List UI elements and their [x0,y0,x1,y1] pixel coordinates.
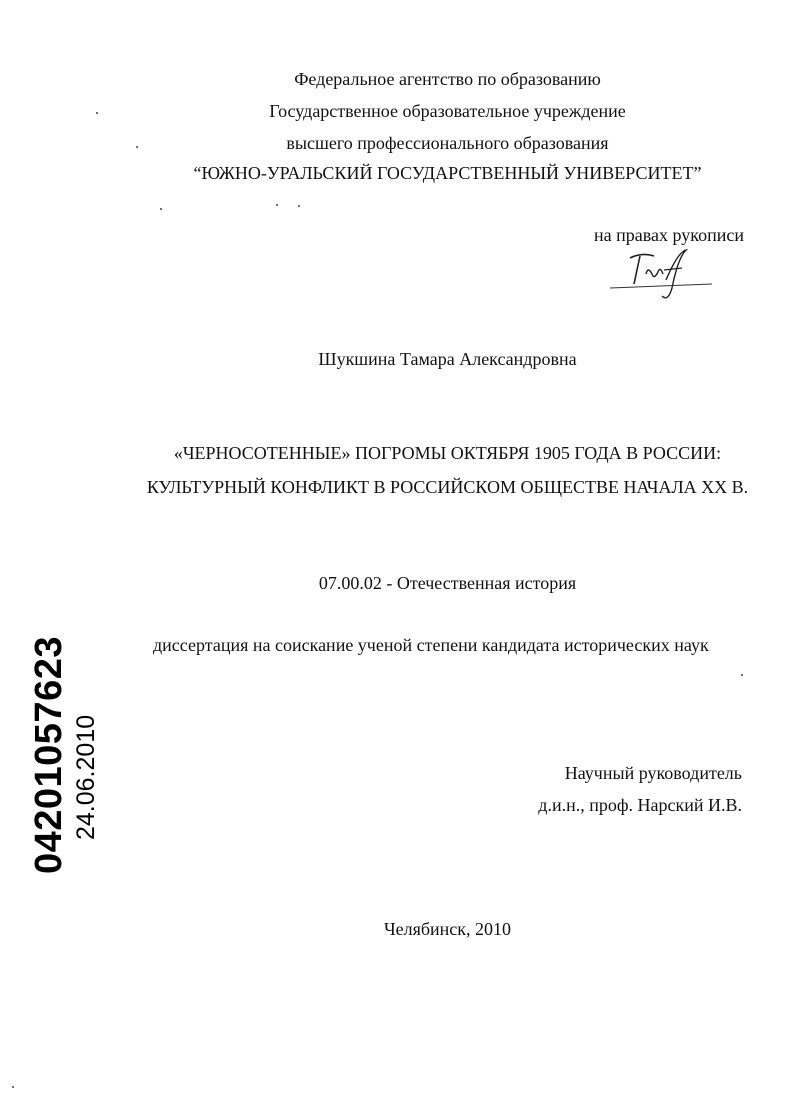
specialty-line: 07.00.02 - Отечественная история [318,573,577,593]
supervisor-name: д.и.н., проф. Нарский И.В. [538,795,742,815]
library-stamp-date: 24.06.2010 [72,714,100,840]
place-year: Челябинск, 2010 [383,919,512,939]
scan-speck [136,146,138,148]
scan-speck [298,205,300,207]
dissertation-title-line-2: КУЛЬТУРНЫЙ КОНФЛИКТ В РОССИЙСКОМ ОБЩЕСТВЕ НАЧАЛА XX В. [146,477,749,497]
author-name: Шукшина Тамара Александровна [318,349,577,369]
signature-icon [608,244,718,304]
scan-speck [276,204,278,206]
scan-speck [96,112,98,114]
agency-line: Федеральное агентство по образованию [294,69,601,89]
institution-type-line: Государственное образовательное учреждение [269,101,626,121]
supervisor-label: Научный руководитель [564,763,742,783]
dissertation-title-line-1: «ЧЕРНОСОТЕННЫЕ» ПОГРОМЫ ОКТЯБРЯ 1905 ГОДА В РОССИИ: [173,443,722,463]
manuscript-note: на правах рукописи [594,225,744,245]
library-stamp-id: 04201057623 [28,636,70,874]
degree-line: диссертация на соискание ученой степени кандидата исторических наук [153,635,709,655]
education-level-line: высшего профессионального образования [286,133,609,153]
university-name: “ЮЖНО-УРАЛЬСКИЙ ГОСУДАРСТВЕННЫЙ УНИВЕРСИТЕТ” [193,163,702,183]
scan-speck [12,1086,14,1088]
scan-speck [160,208,162,210]
scan-speck [741,674,743,676]
